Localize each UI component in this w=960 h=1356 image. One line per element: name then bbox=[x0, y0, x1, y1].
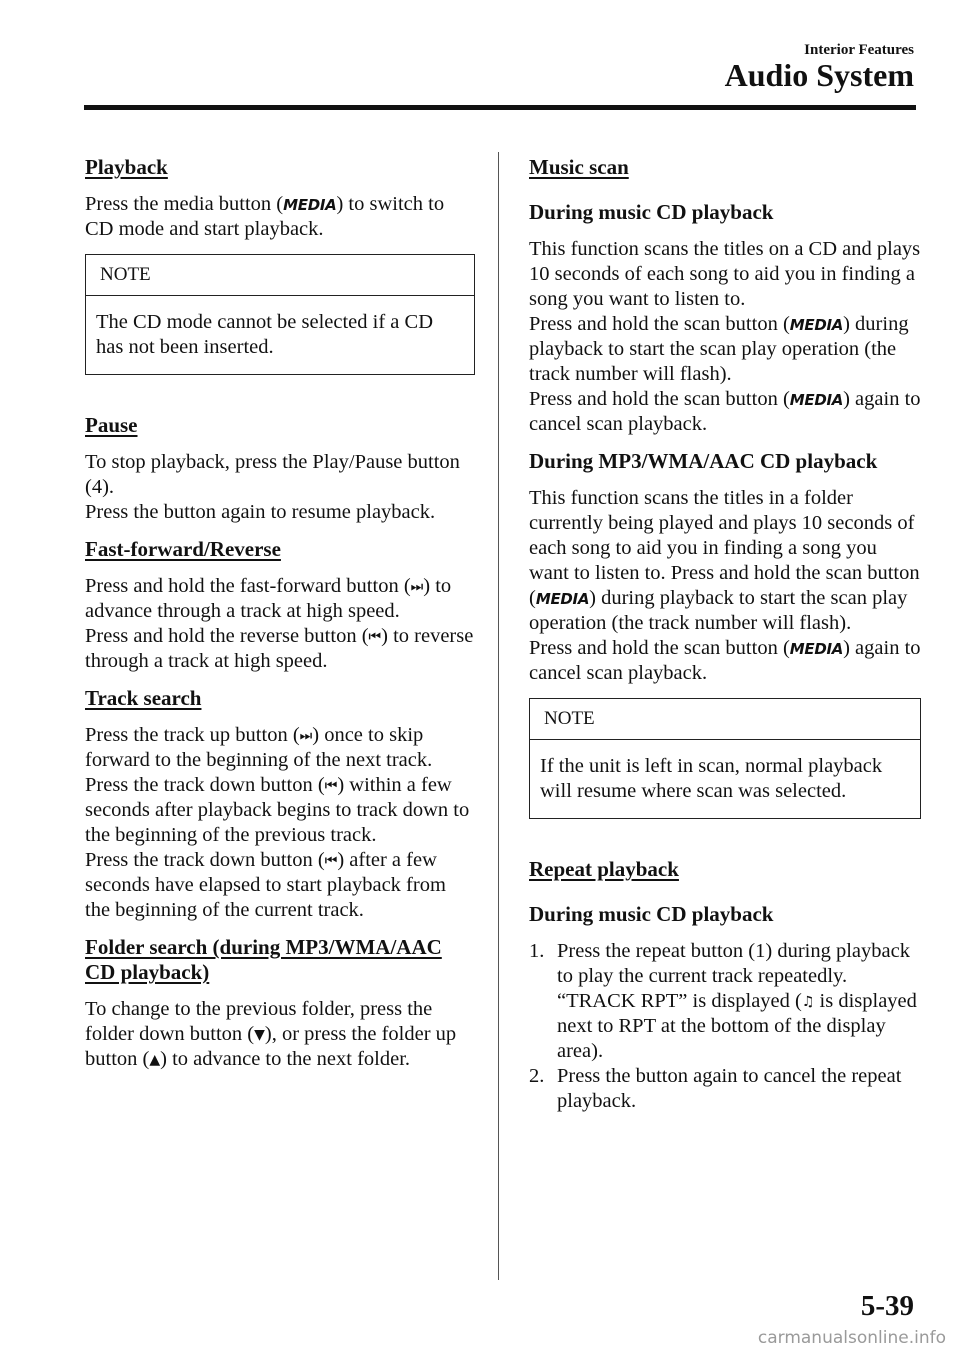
heading-folder-search: Folder search (during MP3/WMA/AAC CD playback) bbox=[85, 935, 442, 984]
paragraph-playback: Press the media button (MEDIA) to switch to CD mode and start playback. bbox=[85, 193, 445, 240]
track-up-icon: ⏭ bbox=[299, 728, 313, 744]
track-down-icon: ⏮ bbox=[324, 778, 338, 794]
note-label: NOTE bbox=[530, 699, 920, 740]
page-number: 5-39 bbox=[860, 1290, 914, 1322]
paragraph-folder-search: To change to the previous folder, press the folder down button (▼), or press the folder up button (▲) to advance to the next folder. bbox=[85, 998, 457, 1070]
page-title: Audio System bbox=[724, 57, 914, 93]
media-button-icon: MEDIA bbox=[535, 590, 590, 608]
list-item: 2. Press the button again to cancel the repeat playback. bbox=[529, 1065, 902, 1112]
paragraph-fast-forward: Press and hold the fast-forward button (⏭) to advance through a track at high speed. Press and hold the reverse button (⏮) to reverse through a track at high speed. bbox=[85, 575, 474, 672]
header-section-label: Interior Features bbox=[804, 42, 914, 58]
fast-forward-icon: ⏭ bbox=[410, 579, 424, 595]
media-button-icon: MEDIA bbox=[789, 391, 844, 409]
subheading-mp3-cd: During MP3/WMA/AAC CD playback bbox=[529, 449, 878, 473]
heading-playback: Playback bbox=[85, 155, 168, 179]
subheading-music-cd: During music CD playback bbox=[529, 200, 774, 224]
header-rule bbox=[84, 105, 916, 110]
note-label: NOTE bbox=[86, 255, 474, 296]
folder-up-icon: ▲ bbox=[149, 1052, 161, 1068]
heading-repeat-playback: Repeat playback bbox=[529, 857, 679, 881]
watermark: carmanualsonline.info bbox=[757, 1328, 946, 1348]
heading-fast-forward-reverse: Fast-forward/Reverse bbox=[85, 537, 281, 561]
heading-track-search: Track search bbox=[85, 686, 202, 710]
column-divider bbox=[498, 152, 499, 1280]
paragraph-track-search: Press the track up button (⏭) once to skip forward to the beginning of the next track. Press the track down button (⏮) within a few seconds after playback begins to track down to the beginning of the previous track. Press the track down button (⏮) after a few seconds have elapsed to start playback from the beginning of the current track. bbox=[85, 724, 470, 921]
note-box-scan bbox=[529, 698, 921, 819]
subheading-repeat-music-cd: During music CD playback bbox=[529, 902, 774, 926]
heading-music-scan: Music scan bbox=[529, 155, 629, 179]
reverse-icon: ⏮ bbox=[368, 629, 382, 645]
note-text: If the unit is left in scan, normal playback will resume where scan was selected. bbox=[540, 755, 883, 802]
music-note-icon: ♫ bbox=[801, 994, 815, 1010]
paragraph-pause: To stop playback, press the Play/Pause button (4). Press the button again to resume playback. bbox=[85, 451, 460, 523]
media-button-icon: MEDIA bbox=[789, 316, 844, 334]
media-button-icon: MEDIA bbox=[789, 640, 844, 658]
right-column bbox=[529, 155, 921, 1114]
media-button-icon: MEDIA bbox=[283, 196, 337, 214]
heading-pause: Pause bbox=[85, 413, 138, 437]
track-down-icon: ⏮ bbox=[324, 853, 338, 869]
folder-down-icon: ▼ bbox=[254, 1027, 265, 1043]
paragraph-scan-mp3-cd: This function scans the titles in a folder currently being played and plays 10 seconds of each song to aid you in finding a song you want to listen to. Press and hold the scan button (MEDIA) during playback to start the scan play operation (the track number will flash). Press and hold the scan button (MEDIA) again to cancel scan playback. bbox=[529, 487, 921, 684]
repeat-steps-list bbox=[529, 939, 921, 1114]
left-column bbox=[85, 155, 475, 1084]
paragraph-scan-music-cd: This function scans the titles on a CD and plays 10 seconds of each song to aid you in finding a song you want to listen to. Press and hold the scan button (MEDIA) during playback to start the scan play operation (the track number will flash). Press and hold the scan button (MEDIA) again to cancel scan playback. bbox=[529, 238, 921, 435]
list-item: 1. Press the repeat button (1) during playback to play the current track repeatedly. “TRACK RPT” is displayed (♫ is displayed next to RPT at the bottom of the display area). bbox=[529, 940, 917, 1062]
note-text: The CD mode cannot be selected if a CD has not been inserted. bbox=[96, 311, 433, 358]
note-box-playback bbox=[85, 254, 475, 375]
